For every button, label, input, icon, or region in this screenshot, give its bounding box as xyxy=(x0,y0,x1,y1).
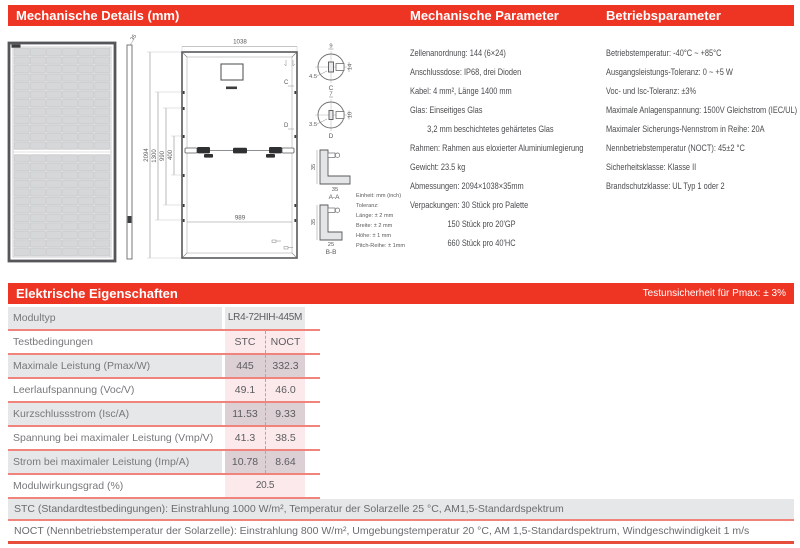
row-label: Strom bei maximaler Leistung (Imp/A) xyxy=(8,451,222,473)
param-line: Verpackungen: 30 Stück pro Palette xyxy=(410,200,529,211)
param-line: Rahmen: Rahmen aus eloxierter Aluminiumlegierung xyxy=(410,143,584,154)
table-row-efficiency xyxy=(8,475,320,497)
panel-back-view xyxy=(182,39,297,259)
panel-front-view xyxy=(9,43,115,261)
section-aa-label: A-A xyxy=(328,194,340,201)
stc-value: 445 xyxy=(225,355,265,377)
param-line: Anschlussdose: IP68, drei Dioden xyxy=(410,67,522,78)
detail-c-label: C xyxy=(328,85,334,92)
mechanical-drawing xyxy=(0,0,410,280)
header-mechanical-params: Mechanische Parameter xyxy=(410,8,559,23)
dim-bb-width: 25 xyxy=(327,242,335,248)
dim-d-top: 7 xyxy=(329,91,333,98)
footnote-noct: NOCT (Nennbetriebstemperatur der Solarzelle): Einstrahlung 800 W/m², Umgebungstemperatur 20 °C, AM 1,5-Standardspektrum, Windgeschwindigkeit 1 m/s xyxy=(8,521,794,541)
table-row-conditions xyxy=(8,331,320,353)
dim-height-total: 2094 xyxy=(144,148,150,162)
dim-hole-990: 990 xyxy=(160,150,166,162)
table-row-imp xyxy=(8,451,320,473)
drawing-notes xyxy=(356,193,405,249)
stc-value: 10.78 xyxy=(225,451,265,473)
stc-value: 49.1 xyxy=(225,379,265,401)
param-line: Brandschutzklasse: UL Typ 1 oder 2 xyxy=(606,181,725,192)
col-header-stc: STC xyxy=(225,331,265,353)
dim-c-side: 14 xyxy=(347,63,354,71)
param-line: Zellenanordnung: 144 (6×24) xyxy=(410,48,506,59)
dim-hole-400: 400 xyxy=(168,149,174,161)
dim-c-top: 9 xyxy=(329,43,333,50)
stc-value: 11.53 xyxy=(225,403,265,425)
note-height: Höhe: ± 1 mm xyxy=(356,233,392,239)
dim-width-bottom: 989 xyxy=(234,214,246,222)
param-line: Maximaler Sicherungs-Nennstrom in Reihe: 20A xyxy=(606,124,765,135)
row-label: Kurzschlussstrom (Isc/A) xyxy=(8,403,222,425)
panel-label-sticker xyxy=(12,45,21,48)
row-label: Modulwirkungsgrad (%) xyxy=(8,475,222,497)
param-line: 150 Stück pro 20'GP xyxy=(447,219,516,230)
header-operating-params: Betriebsparameter xyxy=(606,8,721,23)
electrical-header-bar xyxy=(8,283,794,304)
param-line: Maximale Anlagenspannung: 1500V Gleichstrom (IEC/UL) xyxy=(606,105,798,116)
marker-d: D xyxy=(284,123,289,129)
dim-c-hole: 4.5 xyxy=(309,74,318,80)
table-row-pmax xyxy=(8,355,320,377)
noct-value: 38.5 xyxy=(265,427,305,449)
section-bb xyxy=(311,205,342,256)
footnote-stc: STC (Standardtestbedingungen): Einstrahlung 1000 W/m², Temperatur der Solarzelle 25 °C, AM1,5-Standardspektrum xyxy=(8,499,794,519)
param-line: Voc- und Isc-Toleranz: ±3% xyxy=(606,86,697,97)
header-electrical: Elektrische Eigenschaften xyxy=(16,286,178,301)
dim-thickness: 35 xyxy=(129,33,139,43)
param-line: Betriebstemperatur: -40°C ~ +85°C xyxy=(606,48,722,59)
dim-bb-height: 35 xyxy=(311,218,317,226)
note-length: Länge: ± 2 mm xyxy=(356,213,394,219)
dim-d-hole: 3.5 xyxy=(309,122,318,128)
row-label: Spannung bei maximaler Leistung (Vmp/V) xyxy=(8,427,222,449)
electrical-table xyxy=(8,307,320,499)
junction-box xyxy=(221,64,243,80)
noct-value: 46.0 xyxy=(265,379,305,401)
dim-width-top: 1038 xyxy=(233,38,247,46)
test-uncertainty-note: Testunsicherheit für Pmax: ± 3% xyxy=(642,288,786,299)
col-header-noct: NOCT xyxy=(265,331,305,353)
table-row-voc xyxy=(8,379,320,401)
header-mechanical-details: Mechanische Details (mm) xyxy=(16,8,180,23)
row-label: Testbedingungen xyxy=(8,331,222,353)
note-pitch: Pitch-Reihe: ± 1mm xyxy=(356,243,406,249)
row-label: Maximale Leistung (Pmax/W) xyxy=(8,355,222,377)
row-label: Modultyp xyxy=(8,307,222,329)
module-type-value: LR4-72HIH-445M xyxy=(225,307,305,329)
mechanical-parameters-list xyxy=(410,44,610,253)
noct-value: 9.33 xyxy=(265,403,305,425)
param-line: Kabel: 4 mm², Länge 1400 mm xyxy=(410,86,512,97)
detail-d xyxy=(309,92,354,141)
detail-c xyxy=(309,44,354,93)
table-row-vmp xyxy=(8,427,320,449)
dim-d-side: 10 xyxy=(347,111,354,119)
dim-aa-height: 35 xyxy=(311,163,317,171)
bottom-red-line xyxy=(8,541,794,544)
noct-value: 332.3 xyxy=(265,355,305,377)
noct-value: 8.64 xyxy=(265,451,305,473)
panel-side-view xyxy=(127,34,138,259)
param-line: Ausgangsleistungs-Toleranz: 0 ~ +5 W xyxy=(606,67,733,78)
param-line: Nennbetriebstemperatur (NOCT): 45±2 °C xyxy=(606,143,745,154)
note-unit: Einheit: mm (inch) xyxy=(356,193,402,199)
row-label: Leerlaufspannung (Voc/V) xyxy=(8,379,222,401)
dim-aa-width: 35 xyxy=(331,187,339,193)
efficiency-value: 20.5 xyxy=(225,475,305,497)
stc-value: 41.3 xyxy=(225,427,265,449)
note-tolerance: Toleranz: xyxy=(356,203,379,209)
param-line: 3,2 mm beschichtetes gehärtetes Glas xyxy=(427,124,554,135)
table-row-module-type xyxy=(8,307,320,329)
param-line: Gewicht: 23.5 kg xyxy=(410,162,466,173)
param-line: Abmessungen: 2094×1038×35mm xyxy=(410,181,524,192)
note-width: Breite: ± 2 mm xyxy=(356,223,393,229)
param-line: Glas: Einseitiges Glas xyxy=(410,105,483,116)
param-line: Sicherheitsklasse: Klasse II xyxy=(606,162,697,173)
operating-parameters-list xyxy=(606,44,800,196)
marker-c: C xyxy=(284,80,289,86)
section-aa xyxy=(311,150,350,201)
section-bb-label: B-B xyxy=(325,249,337,256)
dim-hole-1300: 1300 xyxy=(152,149,158,163)
table-row-isc xyxy=(8,403,320,425)
detail-d-label: D xyxy=(328,133,334,140)
param-line: 660 Stück pro 40'HC xyxy=(447,238,516,249)
